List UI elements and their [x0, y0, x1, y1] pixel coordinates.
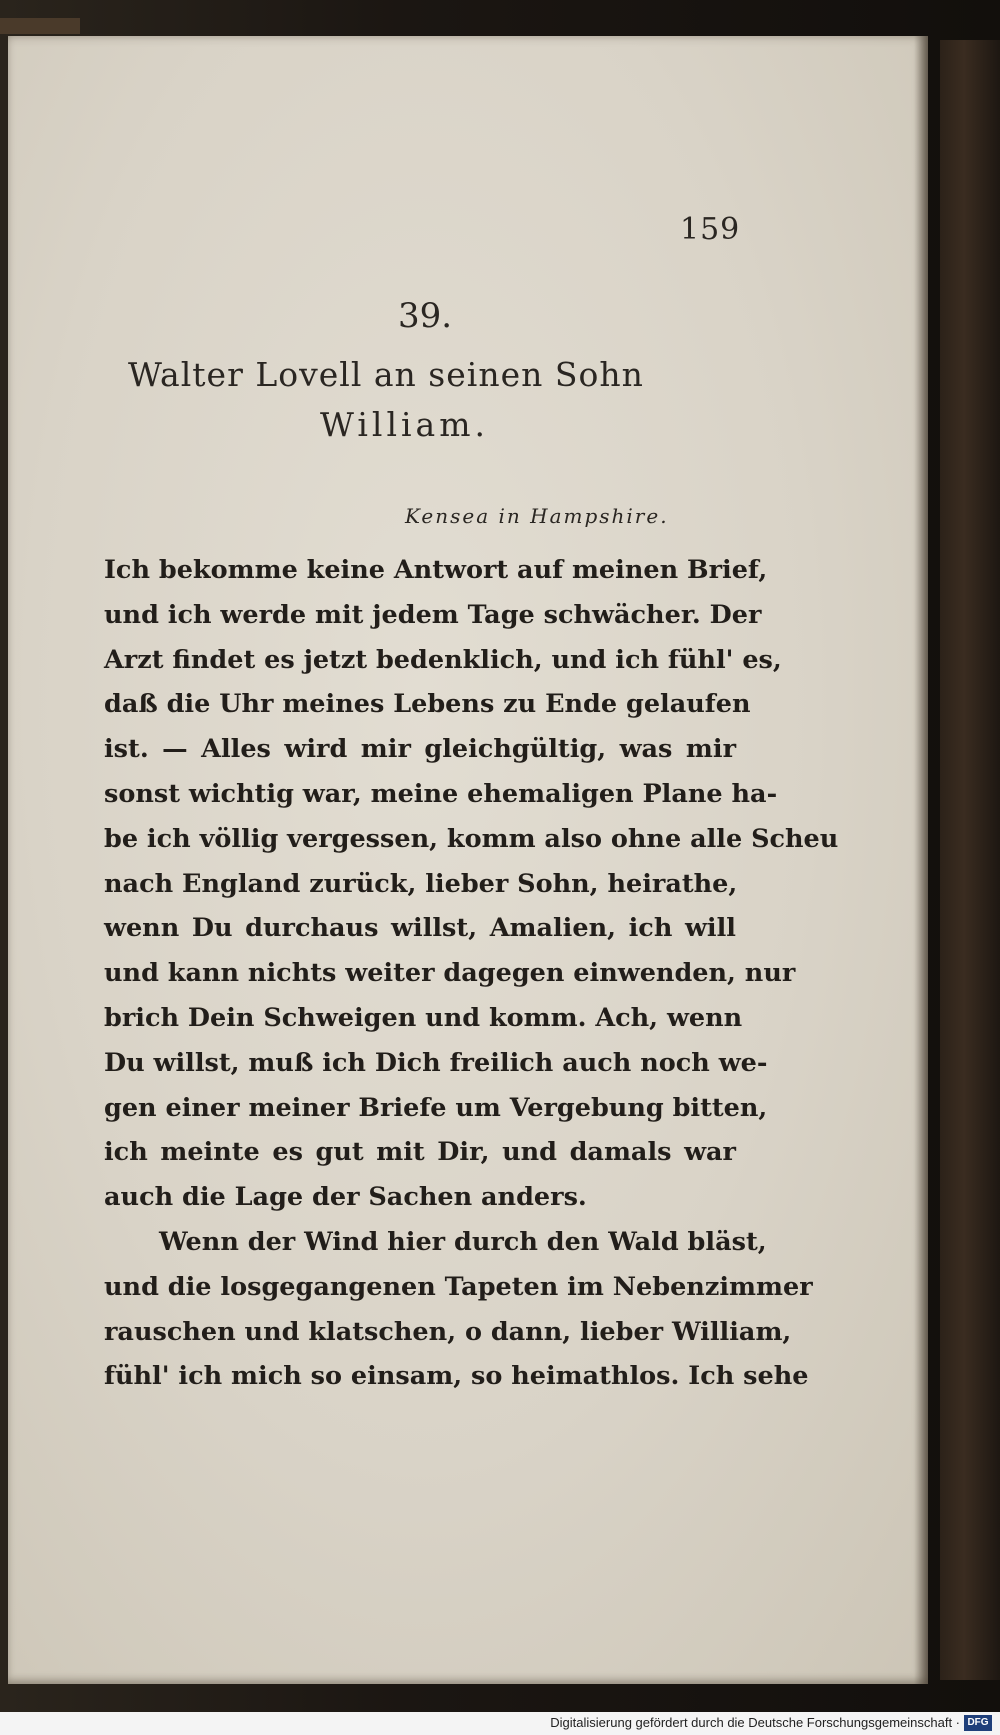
body-line: Wenn der Wind hier durch den Wald bläst, [159, 1226, 767, 1257]
body-line: gen einer meiner Briefe um Vergebung bitten, [104, 1092, 768, 1123]
letter-body [104, 548, 839, 1399]
body-line: ist. — Alles wird mir gleichgültig, was mir [104, 734, 736, 765]
body-line: auch die Lage der Sachen anders. [104, 1182, 587, 1213]
body-line: und ich werde mit jedem Tage schwächer. Der [104, 599, 762, 630]
body-line: Ich bekomme keine Antwort auf meinen Brief, [104, 555, 768, 585]
page-number: 159 [680, 212, 741, 247]
body-line: fühl' ich mich so einsam, so heimathlos. Ich sehe [104, 1361, 809, 1392]
body-line: daß die Uhr meines Lebens zu Ende gelaufen [104, 689, 751, 720]
letter-heading-line-2: William. [320, 405, 490, 444]
body-line: ich meinte es gut mit Dir, und damals war [104, 1137, 736, 1168]
body-line: und die losgegangenen Tapeten im Nebenzimmer [104, 1271, 813, 1302]
body-line: be ich völlig vergessen, komm also ohne alle Scheu [104, 823, 839, 854]
footer-credit: Digitalisierung gefördert durch die Deutsche Forschungsgemeinschaft · [550, 1715, 960, 1730]
body-line: Du willst, muß ich Dich freilich auch noch we- [104, 1047, 768, 1078]
body-line: sonst wichtig war, meine ehemaligen Plane ha- [104, 778, 778, 809]
book-cover-edge [940, 40, 1000, 1680]
body-line: Arzt findet es jetzt bedenklich, und ich fühl' es, [104, 644, 782, 675]
letter-heading-line-1: Walter Lovell an seinen Sohn [128, 355, 644, 394]
letter-place: Kensea in Hampshire. [405, 504, 669, 528]
body-line: nach England zurück, lieber Sohn, heirathe, [104, 868, 738, 899]
body-line: rauschen und klatschen, o dann, lieber William, [104, 1316, 792, 1347]
body-line: wenn Du durchaus willst, Amalien, ich will [104, 913, 736, 944]
digitization-footer [0, 1712, 1000, 1735]
body-line: brich Dein Schweigen und komm. Ach, wenn [104, 1002, 743, 1033]
body-line: und kann nichts weiter dagegen einwenden, nur [104, 958, 796, 989]
page-shadow [914, 36, 928, 1684]
letter-number: 39. [398, 296, 453, 336]
dfg-logo: DFG [964, 1715, 992, 1731]
page-edge-mark [0, 18, 80, 34]
